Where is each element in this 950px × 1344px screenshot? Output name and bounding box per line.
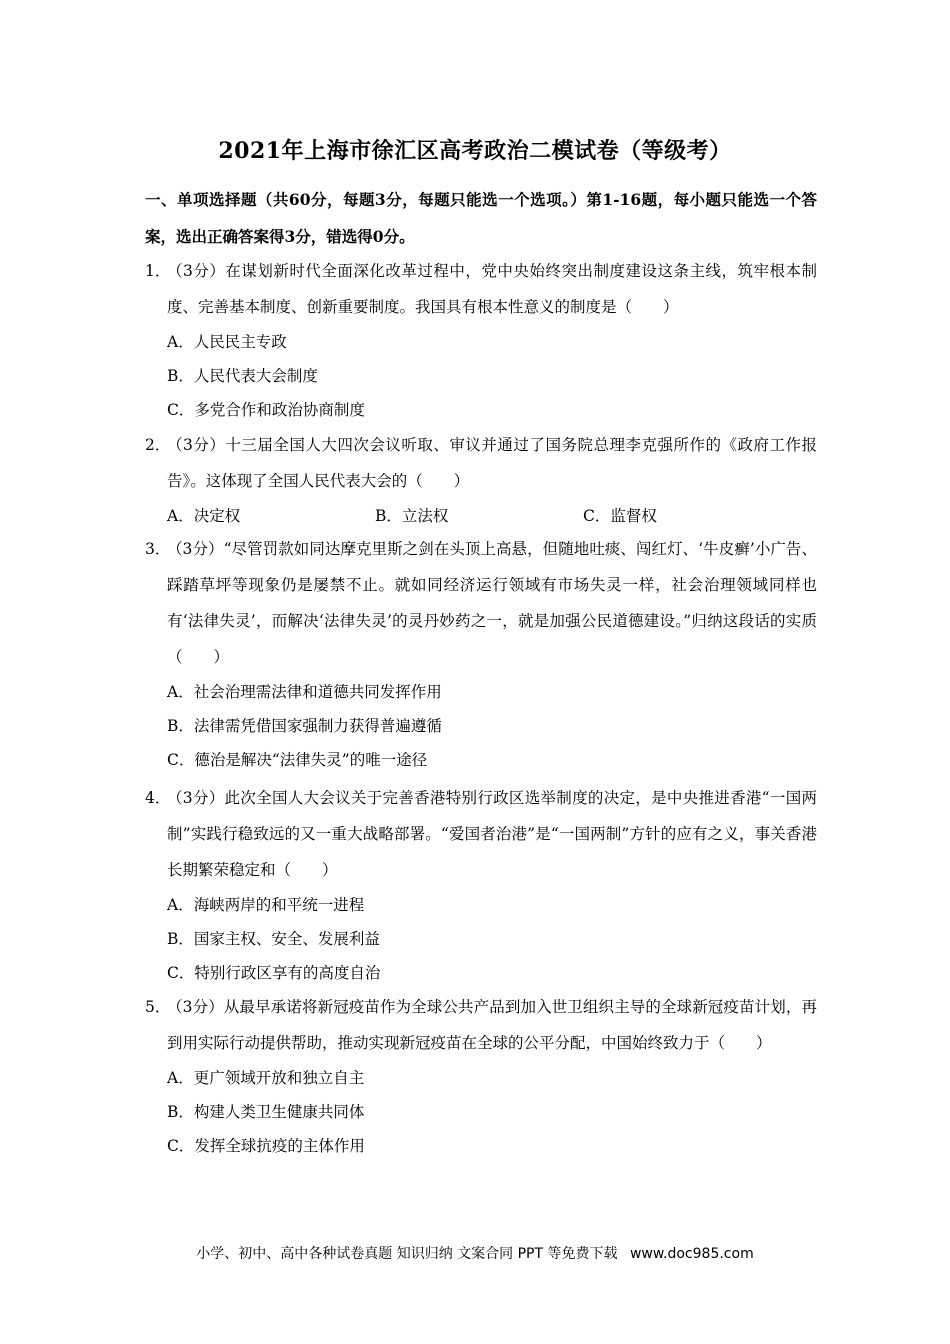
question-stem <box>145 427 817 499</box>
question-stem <box>145 989 817 1061</box>
option-row <box>145 499 817 533</box>
section-heading: 一、单项选择题（共60分，每题3分，每题只能选一个选项。）第1-16题，每小题只能选一个答案，选出正确答案得3分，错选得0分。 <box>145 190 817 246</box>
option-c: C．多党合作和政治协商制度 <box>167 401 365 419</box>
option-c: C．德治是解决“法律失灵”的唯一途径 <box>167 751 428 769</box>
question-4 <box>145 780 817 990</box>
footer-text: 小学、初中、高中各种试卷真题 知识归纳 文案合同 PPT 等免费下载 <box>196 1246 618 1262</box>
question-1 <box>145 253 817 427</box>
option-a: A．决定权 <box>167 507 241 525</box>
question-stem <box>145 531 817 675</box>
option-b: B．人民代表大会制度 <box>167 367 318 385</box>
question-3 <box>145 531 817 777</box>
question-text: （3分）“尽管罚款如同达摩克里斯之剑在头顶上高悬，但随地吐痰、闯红灯、‘牛皮癣’小广告、踩踏草坪等现象仍是屡禁不止。就如同经济运行领域有市场失灵一样，社会治理领域同样也有‘法律失灵’，而解决‘法律失灵’的灵丹妙药之一，就是加强公民道德建设。”归纳这段话的实质（ ） <box>167 540 817 666</box>
question-text: （3分）此次全国人大会议关于完善香港特别行政区选举制度的决定，是中央推进香港“一国两制”实践行稳致远的又一重大战略部署。“爱国者治港”是“一国两制”方针的应有之义，事关香港长期繁荣稳定和（ ） <box>167 789 817 879</box>
question-text: （3分）十三届全国人大四次会议听取、审议并通过了国务院总理李克强所作的《政府工作报告》。这体现了全国人民代表大会的（ ） <box>167 436 817 490</box>
option-a: A．人民民主专政 <box>167 333 287 351</box>
question-2 <box>145 427 817 533</box>
option-c: C．监督权 <box>583 507 657 525</box>
question-number: 3． <box>145 540 171 558</box>
option-c: C．特别行政区享有的高度自治 <box>167 964 381 982</box>
option-a: A．海峡两岸的和平统一进程 <box>167 896 365 914</box>
question-number: 2． <box>145 436 171 454</box>
question-text: （3分）从最早承诺将新冠疫苗作为全球公共产品到加入世卫组织主导的全球新冠疫苗计划，再到用实际行动提供帮助，推动实现新冠疫苗在全球的公平分配，中国始终致力于（ ） <box>167 998 817 1052</box>
option-b: B．构建人类卫生健康共同体 <box>167 1103 365 1121</box>
option-c: C．发挥全球抗疫的主体作用 <box>167 1137 365 1155</box>
option-b: B．法律需凭借国家强制力获得普遍遵循 <box>167 717 442 735</box>
question-text: （3分）在谋划新时代全面深化改革过程中，党中央始终突出制度建设这条主线，筑牢根本制度、完善基本制度、创新重要制度。我国具有根本性意义的制度是（ ） <box>167 262 817 316</box>
footer-link[interactable]: www.doc985.com <box>629 1246 754 1262</box>
question-number: 4． <box>145 789 171 807</box>
footer <box>0 1243 950 1263</box>
option-b: B．立法权 <box>375 507 449 525</box>
question-number: 5． <box>145 998 171 1016</box>
question-5 <box>145 989 817 1163</box>
question-stem <box>145 253 817 325</box>
question-stem <box>145 780 817 888</box>
option-a: A．社会治理需法律和道德共同发挥作用 <box>167 683 442 701</box>
page-title: 2021年上海市徐汇区高考政治二模试卷（等级考） <box>218 138 732 164</box>
question-number: 1． <box>145 262 171 280</box>
option-b: B．国家主权、安全、发展利益 <box>167 930 380 948</box>
option-a: A．更广领域开放和独立自主 <box>167 1069 365 1087</box>
